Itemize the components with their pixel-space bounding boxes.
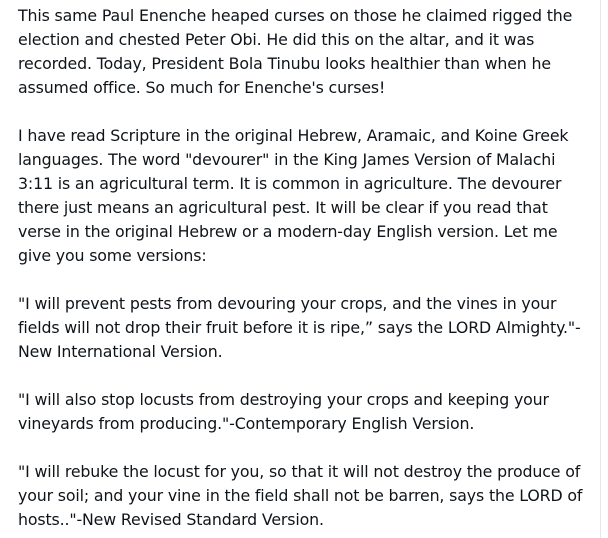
- post-paragraph-devourer-meaning: I have read Scripture in the original Hebrew, Aramaic, and Koine Greek languages. The word "devourer" in the King James Version of Malachi 3:11 is an agricultural term. It is common in agriculture. The devourer there just means an agricultural pest. It will be clear if you read that verse in the original Hebrew or a modern-day English version. Let me give you some versions:: [18, 126, 569, 265]
- post-paragraph-cev-quote: "I will also stop locusts from destroying your crops and keeping your vineyards from producing."-Contemporary English Version.: [18, 390, 549, 433]
- post-paragraph-enenche-curses: This same Paul Enenche heaped curses on those he claimed rigged the election and chested Peter Obi. He did this on the altar, and it was recorded. Today, President Bola Tinubu looks healthier than when he assumed office. So much for Enenche's curses!: [18, 6, 573, 97]
- post-paragraph-nrsv-quote: "I will rebuke the locust for you, so that it will not destroy the produce of your soil; and your vine in the field shall not be barren, says the LORD of hosts.."-New Revised Standard Version.: [18, 462, 583, 529]
- post-paragraph-niv-quote: "I will prevent pests from devouring your crops, and the vines in your fields will not drop their fruit before it is ripe,” says the LORD Almighty."-New International Version.: [18, 294, 581, 361]
- post-text: [18, 4, 593, 532]
